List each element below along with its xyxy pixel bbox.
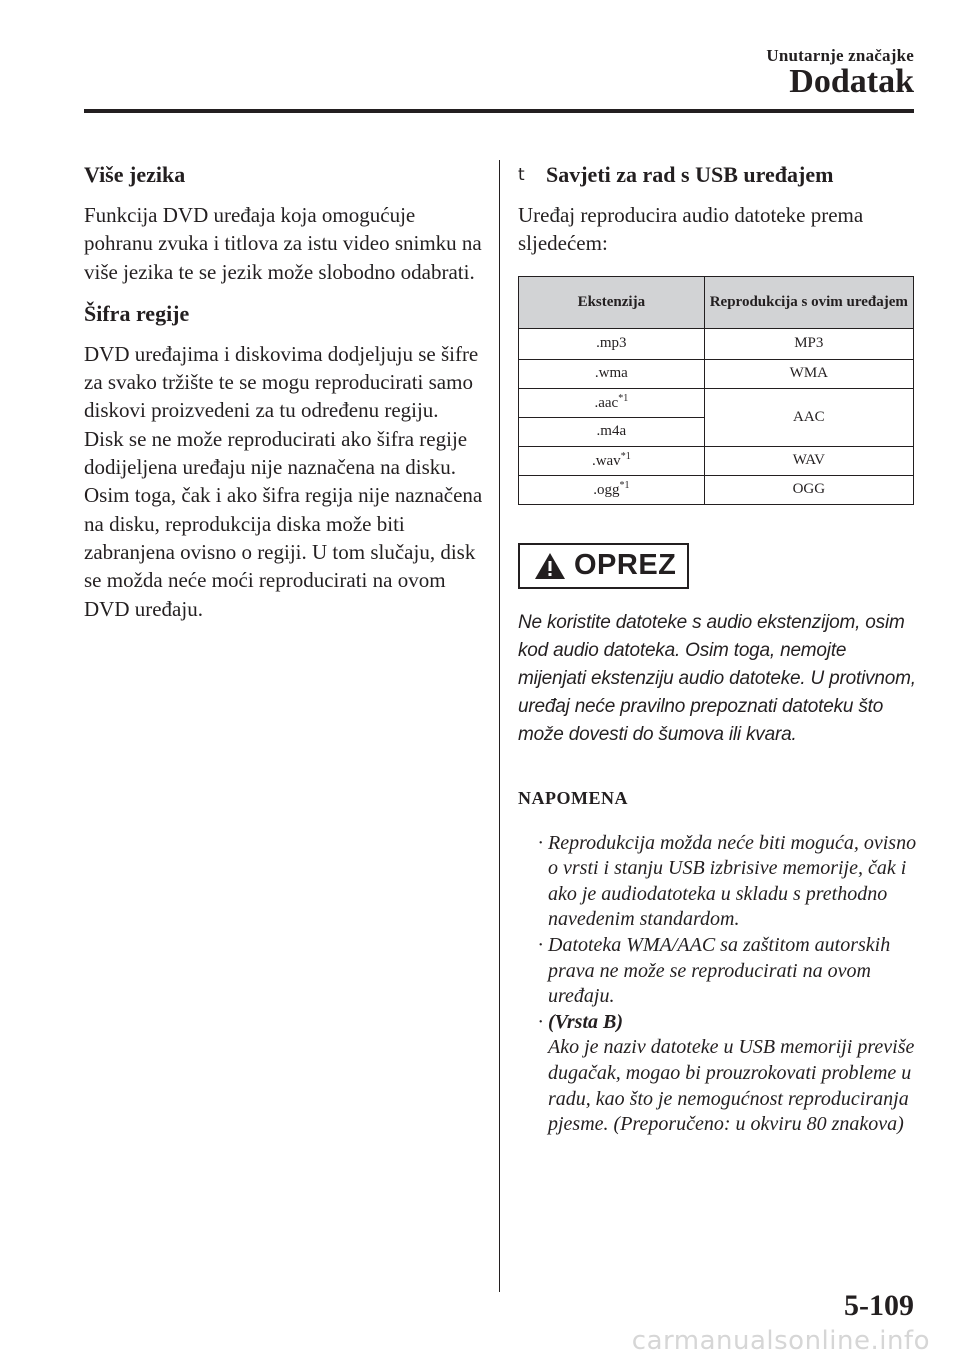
section-label: Unutarnje značajke [766, 46, 914, 65]
caution-text: Ne koristite datoteke s audio ekstenzijom, osim kod audio datoteka. Osim toga, nemojte mijenjati ekstenziju audio datoteke. U protivnom, uređaj neće pravilno prepoznati datoteku što može dovesti do šumova ili kvara. [518, 611, 916, 746]
table-cell-extension: .wma [519, 359, 705, 388]
table-cell-format: WAV [704, 446, 913, 475]
table-cell-format: WMA [704, 359, 913, 388]
table-header-row [519, 276, 914, 328]
notes-list [518, 831, 918, 1138]
heading-usb-tips [518, 160, 918, 190]
bullet-marker: t [518, 165, 525, 185]
paragraph-region-code-3: Osim toga, čak i ako šifra regija nije naznačena na disku, reprodukcija diska može biti zabranjena ovisno o regiji. U tom slučaju, disk se možda neće moći reproducirati na ovom DVD uređaju. [84, 483, 483, 621]
table-cell-format: OGG [704, 475, 913, 504]
table-row [519, 359, 914, 388]
table-row [519, 388, 914, 417]
left-column [84, 160, 484, 623]
caution-label: OPREZ [574, 549, 677, 582]
table-header-playback: Reprodukcija s ovim uređajem [704, 276, 913, 328]
paragraph-multi-language: Funkcija DVD uređaja koja omogućuje pohranu zvuka i titlova za istu video snimku na više jezika te se jezik može slobodno odabrati. [84, 203, 482, 284]
note-text [548, 1010, 918, 1138]
list-item [518, 1010, 918, 1138]
table-row [519, 328, 914, 359]
heading-region-code: Šifra regije [84, 300, 190, 326]
table-cell-extension: .wav$^{*1}$ [519, 446, 705, 475]
table-cell-format: MP3 [704, 328, 913, 359]
column-divider [499, 160, 500, 1292]
list-item [518, 831, 918, 933]
warning-triangle-icon [534, 552, 566, 580]
note-heading: NAPOMENA [518, 787, 628, 808]
caution-box [518, 543, 689, 589]
table-row [519, 446, 914, 475]
page-number: 5-109 [844, 1289, 914, 1322]
right-column [518, 160, 918, 1138]
page-title: Dodatak [789, 63, 914, 100]
table-cell-extension: .m4a [519, 417, 705, 446]
heading-usb-tips-text: Savjeti za rad s USB uređajem [546, 162, 834, 187]
table-cell-format: AAC [704, 388, 913, 446]
extension-table [518, 276, 914, 505]
usb-intro: Uređaj reproducira audio datoteke prema sljedećem: [518, 203, 864, 256]
bullet-dot-icon: · [537, 831, 544, 854]
paragraph-region-code-1: DVD uređajima i diskovima dodjeljuju se šifre za svako tržište te se mogu reproducirati samo diskovi proizvedeni za tu određenu regiju. [84, 341, 479, 423]
bullet-dot-icon: · [537, 933, 544, 956]
table-row [519, 475, 914, 504]
table-header-extension: Ekstenzija [519, 276, 705, 328]
note-text: Datoteka WMA/AAC sa zaštitom autorskih prava ne može se reproducirati na ovom uređaju. [548, 933, 891, 1008]
note-text: Reprodukcija možda neće biti moguća, ovisno o vrsti i stanju USB izbrisive memorije, čak i ako je audiodatoteka u skladu s prethodno navedenim standardom. [548, 831, 917, 931]
heading-multi-language: Više jezika [84, 162, 186, 187]
paragraph-region-code-2: Disk se ne može reproducirati ako šifra regije dodijeljena uređaju nije naznačena na disku. [84, 426, 468, 480]
note-text-type-b: Ako je naziv datoteke u USB memoriji previše dugačak, mogao bi prouzrokovati probleme u radu, kao što je nemogućnost reproduciranja pjesme. (Preporučeno: u okviru 80 znakova) [548, 1036, 915, 1136]
table-cell-extension: .ogg$^{*1}$ [519, 475, 705, 504]
table-cell-extension: .mp3 [519, 328, 705, 359]
note-label-type-b: (Vrsta B) [548, 1010, 624, 1033]
watermark: carmanualsonline.info [631, 1326, 930, 1356]
list-item [518, 933, 918, 1010]
header-rule [84, 109, 914, 113]
bullet-dot-icon: · [537, 1010, 544, 1033]
table-cell-extension: .aac$^{*1}$ [519, 388, 705, 417]
